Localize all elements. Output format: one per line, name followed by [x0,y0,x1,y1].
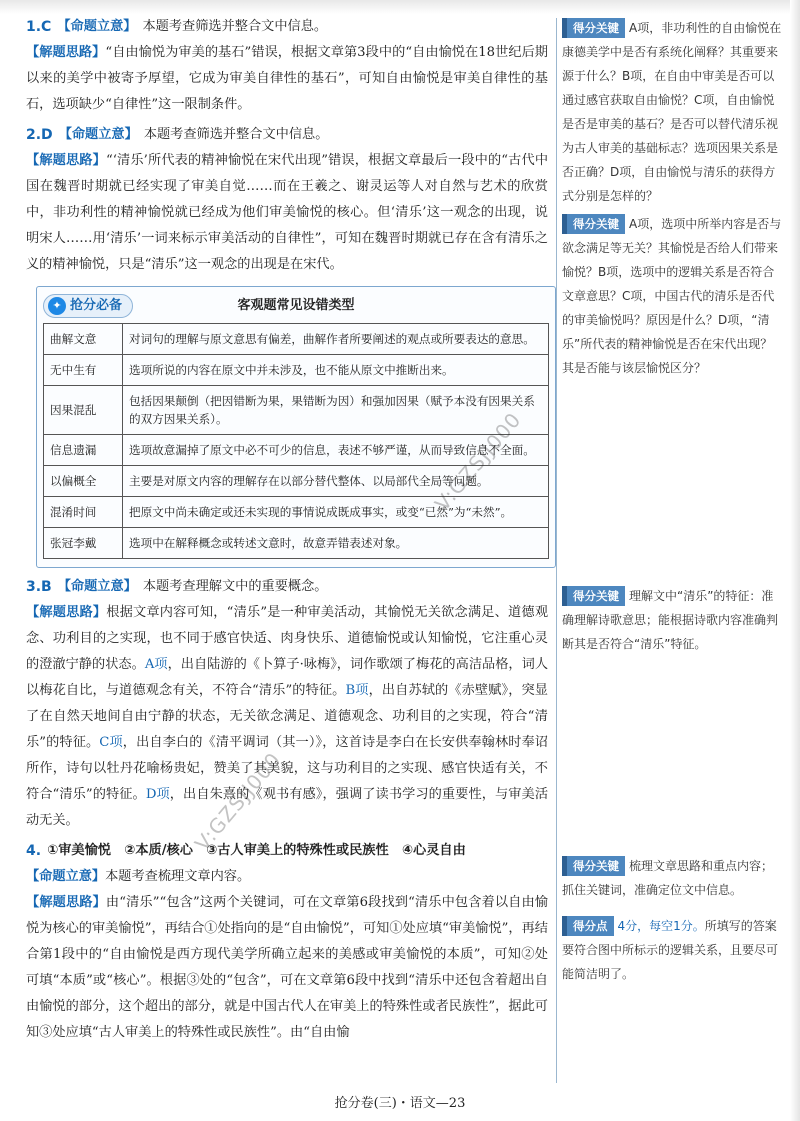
tag-analysis: 【解题思路】 [26,895,106,910]
option-a: A项 [144,657,168,672]
tag-intent: 【命题立意】 [58,127,138,142]
error-desc: 选项故意漏掉了原文中必不可少的信息，表述不够严谨，从而导致信息不全面。 [123,435,549,466]
question-number: 2.D [26,127,53,143]
analysis-text: ，出自苏轼的《赤壁赋》，突显了在自然天地间自由宁静的状态，无关欲念满足、道德观念、功利目的之实现，符合“清乐”的特征。 [26,683,548,750]
analysis-text: ，出自朱熹的《观书有感》，强调了读书学习的重要性，与审美活动无关。 [26,787,549,828]
analysis-text: “‘清乐’所代表的精神愉悦在宋代出现”错误，根据文章最后一段中的“古代中国在魏晋时期就已经实现了审美自觉……而在王羲之、谢灵运等人对自然与艺术的欣赏中，非功利性的精神愉悦就已经成为他们审美愉悦的核心。但‘清乐’这一观念的出现，说明宋人……用‘清乐’一词来标示审美活动的自律性”，可知在魏晋时期就已存在含有清乐之义的精神愉悦，只是“清乐”这一观念的出现是在宋代。 [26,153,549,272]
tag-analysis: 【解题思路】 [26,153,106,168]
question-number: 3.B [26,579,52,595]
intent-text: 本题考查理解文中的重要概念。 [142,579,328,594]
tag-intent: 【命题立意】 [57,579,137,594]
side-note-1 [562,16,782,208]
tag-analysis: 【解题思路】 [26,45,106,60]
intent-paragraph [26,864,548,890]
analysis-text: 根据文章内容可知，“清乐”是一种审美活动，其愉悦无关欲念满足、道德观念、功利目的之实现，也不同于感官快适、肉身快乐、道德愉悦或认知愉悦，它注重心灵的澄澈宁静的状态。 [26,605,549,672]
key-label: 得分点 [562,916,614,936]
analysis-text: 由“清乐”“包含”这两个关键词，可在文章第6段找到“清乐中包含着以自由愉悦为核心的审美愉悦”，再结合①处指向的是“自由愉悦”，可知①处应填“审美愉悦”，再结合第1段中的“自由愉悦是西方现代美学所确立起来的美感或审美愉悦的本质”，可知②处可填“本质”或“核心”。根据③处的“包含”，可在文章第6段中找到“清乐中还包含着超出自由愉悦的部分，这个超出的部分，就是中国古代人在审美上的特殊性或者民族性”，据此可知③处应填“古人审美上的特殊性或民族性”。由“自由愉 [26,895,548,1040]
key-label: 得分关键 [562,856,625,876]
error-type: 曲解文意 [44,324,123,355]
error-types-table [43,323,549,559]
divider-line [556,18,557,1083]
table-row [44,386,549,435]
tips-box [36,286,556,568]
watermark: V:GZSJJ000 [430,407,526,516]
option-b: B项 [345,683,369,698]
side-note-4 [562,854,782,902]
error-desc: 把原文中尚未确定或还未实现的事情说成既成事实，或变“已然”为“未然”。 [123,497,549,528]
page-right-shadow [790,0,800,1121]
side-note-text: A项，非功利性的自由愉悦在康德美学中是否有系统化阐释？其重要来源于什么？B项，在自由中审美是否可以通过感官获取自由愉悦？C项，自由愉悦是否是审美的基石？是否可以替代清乐视为古人审美的基础标志？选项因果关系是否正确？D项，自由愉悦与清乐的获得方式分别是怎样的？ [562,21,782,203]
error-desc: 包括因果颠倒（把因错断为果，果错断为因）和强加因果（赋予本没有因果关系的双方因果关系）。 [123,386,549,435]
analysis-paragraph [26,40,548,118]
error-desc: 主要是对原文内容的理解存在以部分替代整体、以局部代全局等问题。 [123,466,549,497]
analysis-text: ，出自李白的《清平调词（其一）》，这首诗是李白在长安供奉翰林时奉诏所作，诗句以牡丹花喻杨贵妃，赞美了其美貌，这与功利目的之实现、感官快适有关，不符合“清乐”的特征。 [26,735,548,802]
analysis-paragraph [26,890,548,1046]
page-footer: 抢分卷(三)・语文—23 [334,1096,466,1111]
error-type: 以偏概全 [44,466,123,497]
analysis-text: “自由愉悦为审美的基石”错误，根据文章第3段中的“自由愉悦在18世纪后期以来的美学中被寄予厚望，它成为审美自律性的基石”，可知自由愉悦是审美自律性的基石，选项缺少“自律性”这一限制条件。 [26,45,548,112]
intent-text: 本题考查筛选并整合文中信息。 [143,127,329,142]
tag-intent: 【命题立意】 [57,19,137,34]
question-4 [26,838,548,1046]
table-row [44,324,549,355]
question-3 [26,574,548,834]
error-type: 因果混乱 [44,386,123,435]
error-desc: 选项所说的内容在原文中并未涉及，也不能从原文中推断出来。 [123,355,549,386]
key-label: 得分关键 [562,586,625,606]
tag-intent: 【命题立意】 [26,869,106,884]
question-number: 4. [26,843,42,859]
side-note-5 [562,914,782,986]
analysis-text: ，出自陆游的《卜算子·咏梅》，词作歌颂了梅花的高洁品格，词人以梅花自比，与道德观念有关，不符合“清乐”的特征。 [26,657,549,698]
error-type: 张冠李戴 [44,528,123,559]
analysis-paragraph [26,600,548,834]
table-row [44,355,549,386]
answer-column [26,14,548,1046]
side-note-text: 梳理文章思路和重点内容；抓住关键词，准确定位文中信息。 [562,859,774,897]
side-note-3 [562,584,782,656]
error-desc: 选项中在解释概念或转述文意时，故意弄错表述对象。 [123,528,549,559]
question-2 [26,122,548,278]
option-d: D项 [145,787,170,802]
error-type: 信息遗漏 [44,435,123,466]
key-label: 得分关键 [562,214,625,234]
answer-text: ①审美愉悦 ②本质/核心 ③古人审美上的特殊性或民族性 ④心灵自由 [47,843,466,858]
watermark: V:GZSJJ000 [190,747,286,856]
side-note-text: 所填写的答案要符合图中所标示的逻辑关系，且要尽可能简洁明了。 [562,919,779,981]
tips-badge-label: 抢分必备 [70,298,123,313]
analysis-paragraph [26,148,548,278]
table-row [44,497,549,528]
score-text: 4分，每空1分。 [617,919,705,933]
page-top-shadow [0,0,800,14]
tag-analysis: 【解题思路】 [26,605,107,620]
table-row [44,528,549,559]
error-type: 无中生有 [44,355,123,386]
side-note-text: 理解文中“清乐”的特征：准确理解诗歌意思；能根据诗歌内容准确判断其是否符合“清乐”特征。 [562,589,779,651]
error-type: 混淆时间 [44,497,123,528]
side-note-text: A项，选项中所举内容是否与欲念满足等无关？其愉悦是否给人们带来愉悦？B项，选项中的逻辑关系是否符合文章意思？C项，中国古代的清乐是否代的审美愉悦吗？原因是什么？D项，“清乐”所代表的精神愉悦是否在宋代出现？其是否能与该层愉悦区分？ [562,217,782,375]
lightbulb-icon: ✦ [48,297,66,315]
intent-text: 本题考查梳理文章内容。 [105,869,251,884]
question-number: 1.C [26,19,52,35]
key-label: 得分关键 [562,18,625,38]
side-note-2 [562,212,782,380]
error-desc: 对词句的理解与原文意思有偏差，曲解作者所要阐述的观点或所要表达的意思。 [123,324,549,355]
tips-badge [43,294,133,318]
question-1 [26,14,548,118]
intent-text: 本题考查筛选并整合文中信息。 [142,19,328,34]
tips-title: 客观题常见设错类型 [237,298,355,313]
option-c: C项 [99,735,123,750]
